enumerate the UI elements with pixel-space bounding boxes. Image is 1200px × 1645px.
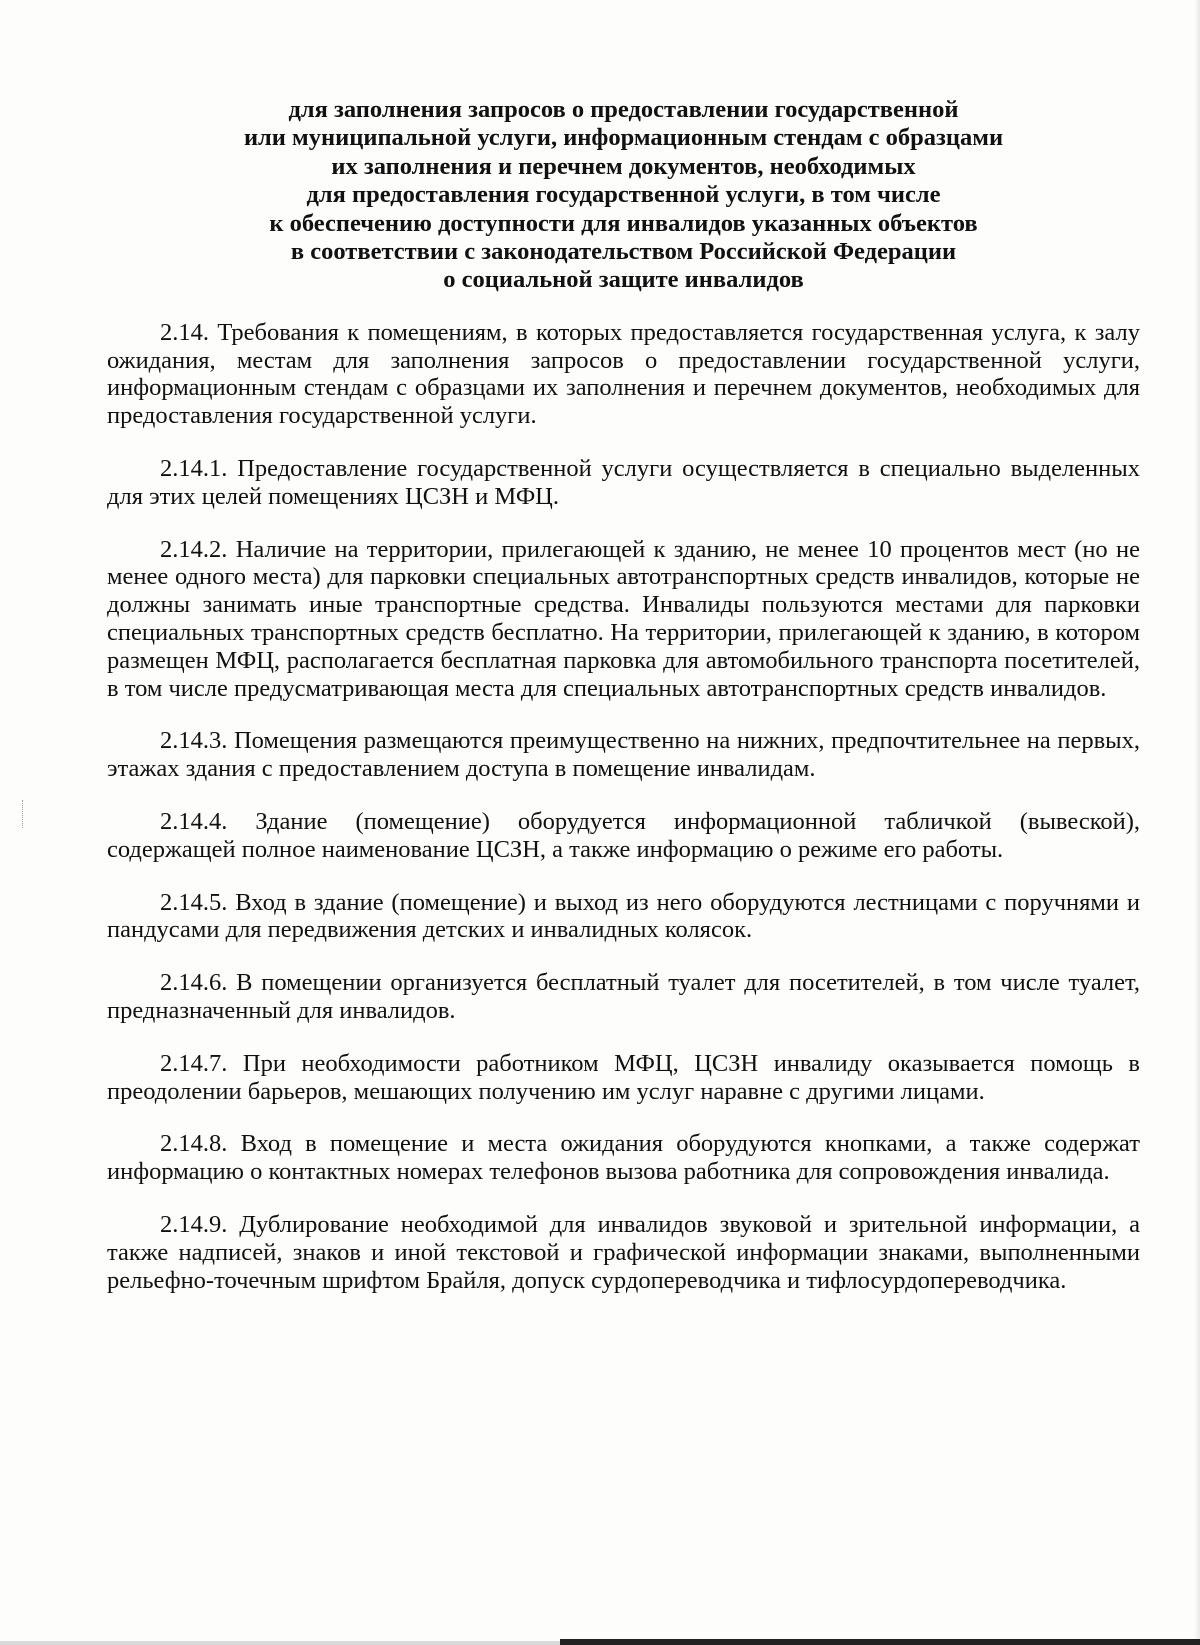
heading-line: для заполнения запросов о предоставлении государственной: [288, 96, 959, 123]
heading-line: для предоставления государственной услуги, в том числе: [306, 181, 941, 209]
paragraph-2-14-1: 2.14.1. Предоставление государственной услуги осуществляется в специально выделенных для этих целей помещениях ЦСЗН и МФЦ.: [107, 455, 1140, 510]
heading-line: или муниципальной услуги, информационным стендам с образцами: [243, 124, 1004, 152]
paragraph-2-14-7: 2.14.7. При необходимости работником МФЦ, ЦСЗН инвалиду оказывается помощь в преодолении барьеров, мешающих получению им услуг наравне с другими лицами.: [107, 1049, 1140, 1105]
paragraph-2-14-9: 2.14.9. Дублирование необходимой для инвалидов звуковой и зрительной информации, а также надписей, знаков и иной текстовой и графической информации знаками, выполненными рельефно-точечным шрифтом Брайля, допуск сурдопереводчика и тифлосурдопереводчика.: [107, 1210, 1140, 1294]
scan-artifact-left: [22, 800, 24, 828]
heading-line: к обеспечению доступности для инвалидов указанных объектов: [269, 209, 978, 237]
paragraph-2-14-5: 2.14.5. Вход в здание (помещение) и выход из него оборудуются лестницами с поручнями и пандусами для передвижения детских и инвалидных колясок.: [107, 888, 1140, 944]
paragraph-2-14-4: 2.14.4. Здание (помещение) оборудуется информационной табличкой (вывеской), содержащей полное наименование ЦСЗН, а также информацию о режиме его работы.: [107, 808, 1140, 863]
paragraph-2-14: 2.14. Требования к помещениям, в которых предоставляется государственная услуга, к залу ожидания, местам для заполнения запросов о предоставлении государственной услуги, информационным стендам с образцами их заполнения и перечнем документов, необходимых для предоставления государственной услуги.: [107, 318, 1140, 430]
scan-bottom-bar: [560, 1639, 1200, 1645]
paragraph-2-14-3: 2.14.3. Помещения размещаются преимущественно на нижних, предпочтительнее на первых, этажах здания с предоставлением доступа в помещение инвалидам.: [107, 727, 1140, 783]
paragraph-2-14-8: 2.14.8. Вход в помещение и места ожидания оборудуются кнопками, а также содержат информацию о контактных номерах телефонов вызова работника для сопровождения инвалида.: [107, 1130, 1140, 1186]
paragraph-2-14-6: 2.14.6. В помещении организуется бесплатный туалет для посетителей, в том числе туалет, предназначенный для инвалидов.: [107, 969, 1140, 1024]
section-heading: [107, 96, 1140, 295]
heading-line: в соответствии с законодательством Российской Федерации: [290, 238, 957, 266]
heading-line: их заполнения и перечнем документов, необходимых: [331, 152, 916, 180]
scan-edge-shadow: [1194, 0, 1200, 1645]
heading-line: о социальной защите инвалидов: [443, 266, 804, 294]
paragraph-2-14-2: 2.14.2. Наличие на территории, прилегающей к зданию, не менее 10 процентов мест (но не менее одного места) для парковки специальных автотранспортных средств инвалидов, которые не должны занимать иные транспортные средства. Инвалиды пользуются местами для парковки специальных транспортных средств бесплатно. На территории, прилегающей к зданию, в котором размещен МФЦ, располагается бесплатная парковка для автомобильного транспорта посетителей, в том числе предусматривающая места для специальных автотранспортных средств инвалидов.: [107, 535, 1140, 702]
